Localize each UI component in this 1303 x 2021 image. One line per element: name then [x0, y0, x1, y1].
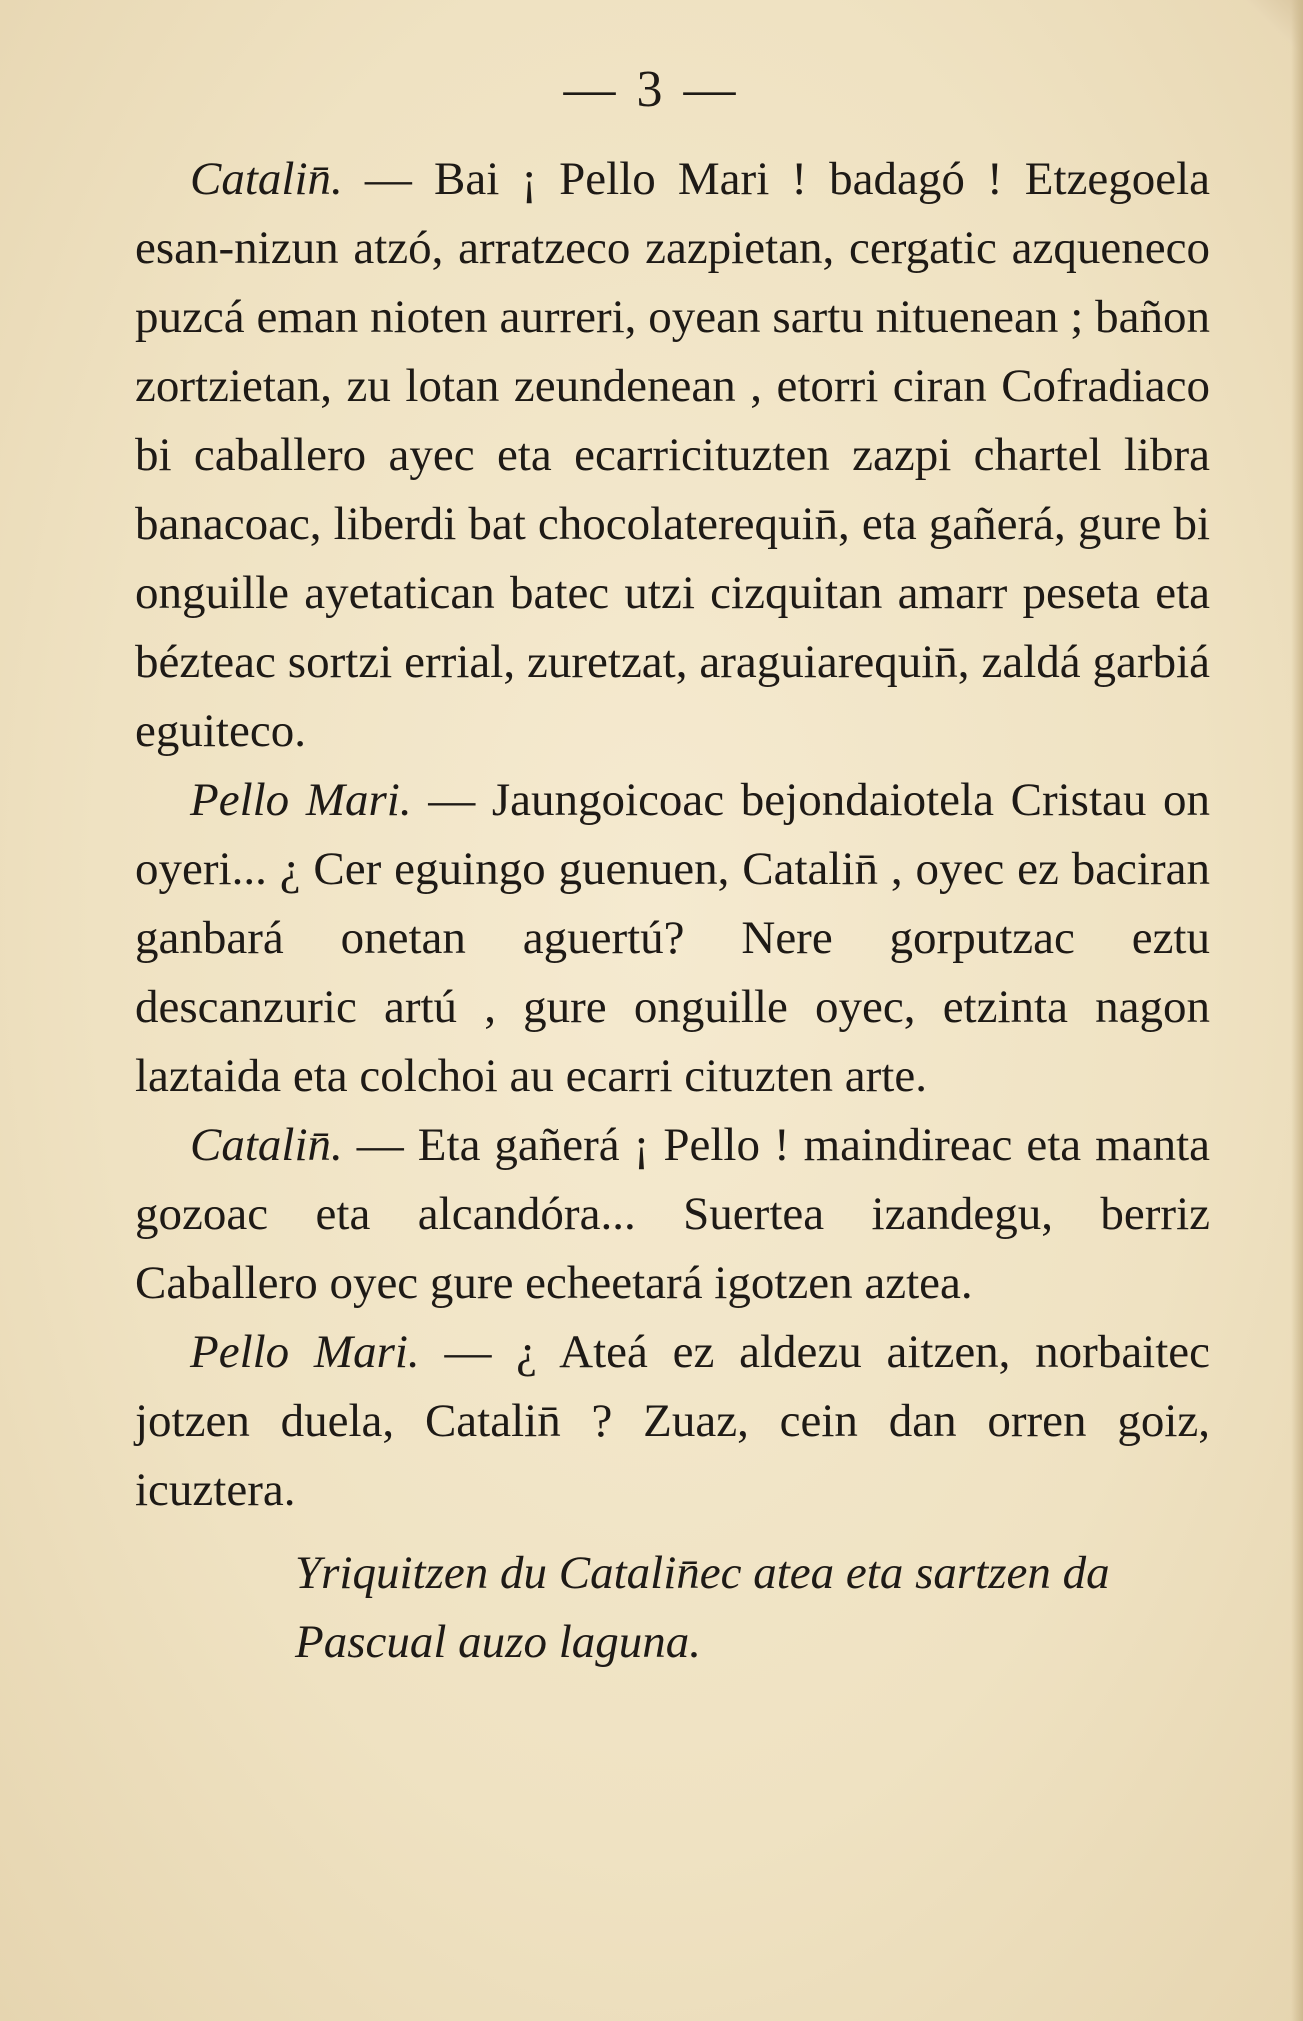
dialogue-line: — Eta gañerá ¡ Pello ! maindireac eta manta gozoac eta alcandóra... Suertea izandegu, berriz Caballero oyec gure echeetará igotzen aztea. [135, 1119, 1211, 1309]
dialogue-paragraph-2 [135, 766, 1210, 1111]
speaker-name: Pello Mari. [190, 774, 412, 826]
speaker-name: Catalin̄. [190, 1119, 343, 1171]
dialogue-paragraph-1 [135, 145, 1210, 766]
dialogue-paragraph-4 [135, 1318, 1210, 1525]
dialogue-line: — Bai ¡ Pello Mari ! badagó ! Etzegoela esan-nizun atzó, arratzeco zazpietan, cergatic azqueneco puzcá eman nioten aurreri, oyean sartu nituenean ; bañon zortzietan, zu lotan zeundenean , etorri ciran Cofradiaco bi caballero ayec eta ecarricituzten zazpi chartel libra banacoac, liberdi bat chocolaterequin̄, eta gañerá, gure bi onguille ayetatican batec utzi cizquitan amarr peseta eta bézteac sortzi errial, zuretzat, araguiarequin̄, zaldá garbiá eguiteco. [135, 153, 1210, 757]
page-number: — 3 — [563, 61, 740, 118]
page-edge-shadow [1291, 0, 1303, 2021]
stage-direction: Yriquitzen du Catalin̄ec atea eta sartzen da Pascual auzo laguna. [295, 1547, 1110, 1668]
dialogue-text [135, 145, 1210, 1677]
dialogue-line: — Jaungoicoac bejondaiotela Cristau on oyeri... ¿ Cer eguingo guenuen, Catalin̄ , oyec ez baciran ganbará onetan aguertú? Nere gorputzac eztu descanzuric artú , gure onguille oyec, etzinta nagon laztaida eta colchoi au ecarri cituzten arte. [135, 774, 1210, 1102]
speaker-name: Pello Mari. [190, 1326, 420, 1378]
speaker-name: Catalin̄. [190, 153, 343, 205]
dialogue-paragraph-3 [135, 1111, 1210, 1318]
dialogue-line: — ¿ Ateá ez aldezu aitzen, norbaitec jotzen duela, Catalin̄ ? Zuaz, cein dan orren goiz, icuztera. [135, 1326, 1211, 1516]
